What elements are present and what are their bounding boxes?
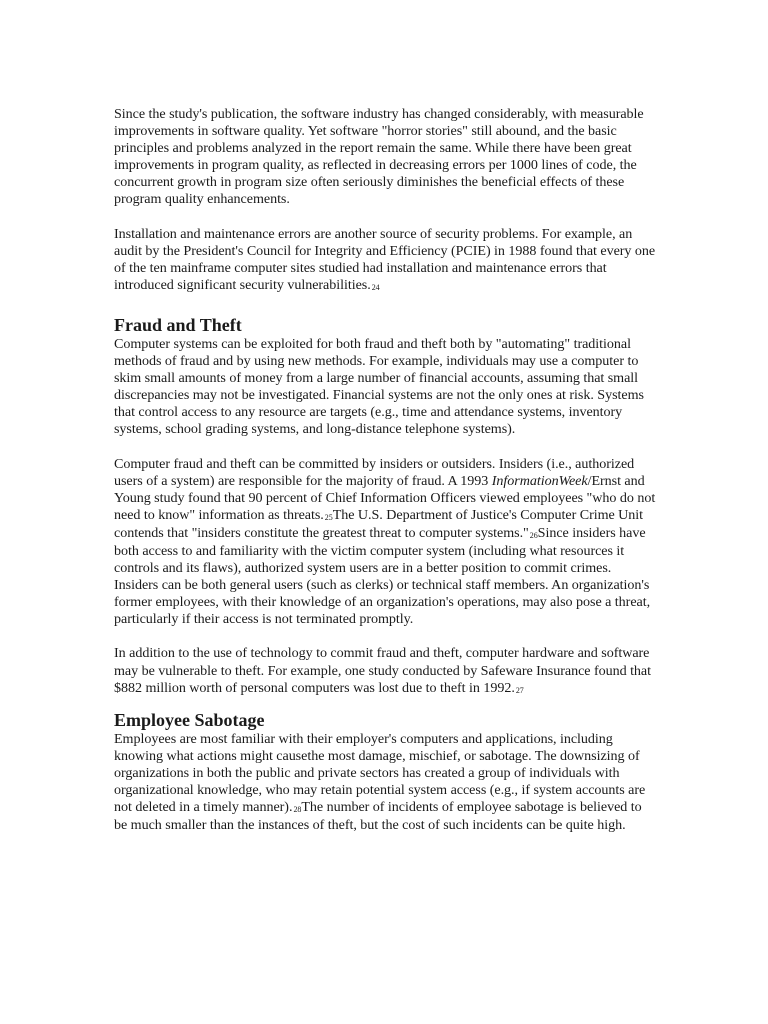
paragraph-text: Since insiders have both access to and familiarity with the victim computer system (including what resources it controls and its flaws), authorized system users are in a better position to commit crimes. Insiders can be both general users (such as clerks) or technical staff members. An organization's former employees, with their knowledge of an organization's operations, may also pose a threat, particularly if their access is not terminated promptly.	[114, 524, 651, 628]
paragraph-text: Installation and maintenance errors are another source of security problems. For example, an audit by the President's Council for Integrity and Efficiency (PCIE) in 1988 found that every one of the ten mainframe computer sites studied had installation and maintenance errors that introduced significant security vulnerabilities.	[114, 225, 656, 293]
paragraph-text: Computer fraud and theft can be committed by insiders or outsiders. Insiders (i.e., authorized users of a system) are responsible for the majority of fraud. A 1993	[114, 455, 635, 489]
section-heading-fraud-and-theft: Fraud and Theft	[114, 314, 242, 335]
paragraph-text: The number of incidents of employee sabotage is believed to be much smaller than the instances of theft, but the cost of such incidents can be quite high.	[114, 799, 642, 834]
paragraph-text: /Ernst and Young study found that 90 percent of Chief Information Officers viewed employees "who do not need to know" information as threats.	[114, 472, 656, 523]
paragraph-hardware-theft	[114, 645, 658, 697]
paragraph-gap	[114, 209, 658, 226]
paragraph-gap	[114, 628, 658, 645]
footnote-ref[interactable]: 27	[515, 685, 524, 695]
paragraph-gap	[114, 295, 658, 312]
paragraph-text: The U.S. Department of Justice's Computer Crime Unit contends that "insiders constitute the greatest threat to computer systems."	[114, 506, 644, 541]
publication-title: InformationWeek	[491, 472, 588, 489]
footnote-ref[interactable]: 28	[293, 805, 302, 815]
footnote-ref[interactable]: 25	[324, 512, 333, 522]
paragraph-installation-errors	[114, 226, 658, 295]
paragraph-gap	[114, 698, 658, 707]
paragraph-gap	[114, 439, 658, 456]
footnote-ref[interactable]: 24	[371, 282, 380, 292]
paragraph-text: In addition to the use of technology to commit fraud and theft, computer hardware and software may be vulnerable to theft. For example, one study conducted by Safeware Insurance found that $882 million worth of personal computers was lost due to theft in 1992.	[114, 645, 651, 696]
paragraph-fraud-intro: Computer systems can be exploited for both fraud and theft both by "automating" traditional methods of fraud and by using new methods. For example, individuals may use a computer to skim small amounts of money from a large number of financial accounts, assuming that small discrepancies may not be investigated. Financial systems are not the only ones at risk. Systems that control access to any resource are targets (e.g., time and attendance systems, inventory systems, school grading systems, and long-distance telephone systems).	[114, 335, 644, 438]
paragraph-sabotage	[114, 731, 658, 835]
footnote-ref[interactable]: 26	[529, 530, 538, 540]
paragraph-insiders	[114, 456, 658, 629]
section-heading-employee-sabotage: Employee Sabotage	[114, 709, 265, 730]
paragraph-software-quality: Since the study's publication, the software industry has changed considerably, with measurable improvements in software quality. Yet software "horror stories" still abound, and the basic principles and problems analyzed in the report remain the same. While there have been great improvements in program quality, as reflected in decreasing errors per 1000 lines of code, the concurrent growth in program size often seriously diminishes the beneficial effects of these program quality enhancements.	[114, 106, 644, 208]
paragraph-text: Employees are most familiar with their employer's computers and applications, including knowing what actions might causethe most damage, mischief, or sabotage. The downsizing of organizations in both the public and private sectors has created a group of individuals with organizational knowledge, who may retain potential system access (e.g., if system accounts are not deleted in a timely manner).	[114, 730, 646, 816]
